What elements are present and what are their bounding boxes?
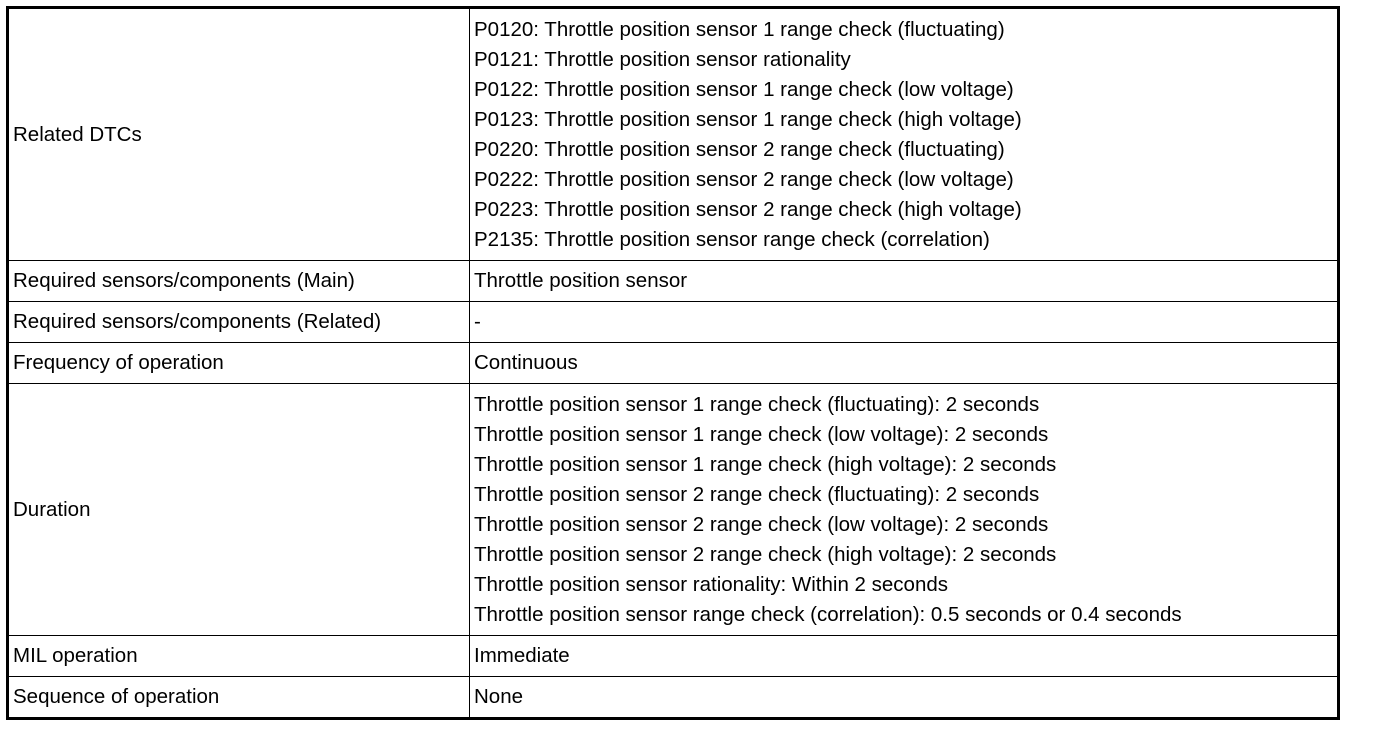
dtc-line: P0121: Throttle position sensor rationality (474, 47, 851, 71)
table-row-sequence (8, 677, 1339, 719)
table-row-duration (8, 384, 1339, 636)
related-dtcs-value (470, 8, 1339, 261)
dtc-line: P2135: Throttle position sensor range check (correlation) (474, 227, 990, 251)
dtc-line: P0120: Throttle position sensor 1 range check (fluctuating) (474, 17, 1005, 41)
spec-table (6, 6, 1340, 720)
table-row-frequency (8, 343, 1339, 384)
mil-operation-label: MIL operation (8, 636, 470, 677)
duration-line: Throttle position sensor 1 range check (high voltage): 2 seconds (474, 452, 1057, 476)
dtc-line: P0122: Throttle position sensor 1 range check (low voltage) (474, 77, 1014, 101)
duration-line: Throttle position sensor range check (correlation): 0.5 seconds or 0.4 seconds (474, 602, 1182, 626)
related-sensors-value: - (470, 302, 1339, 343)
dtc-line: P0123: Throttle position sensor 1 range check (high voltage) (474, 107, 1022, 131)
table-row-mil-operation (8, 636, 1339, 677)
main-sensors-label: Required sensors/components (Main) (8, 261, 470, 302)
table-row-related-dtcs (8, 8, 1339, 261)
duration-label: Duration (8, 384, 470, 636)
dtc-line: P0223: Throttle position sensor 2 range check (high voltage) (474, 197, 1022, 221)
main-sensors-value: Throttle position sensor (470, 261, 1339, 302)
sequence-value: None (470, 677, 1339, 719)
table-row-main-sensors (8, 261, 1339, 302)
dtc-line: P0222: Throttle position sensor 2 range check (low voltage) (474, 167, 1014, 191)
related-dtcs-label: Related DTCs (8, 8, 470, 261)
duration-line: Throttle position sensor 2 range check (low voltage): 2 seconds (474, 512, 1049, 536)
duration-line: Throttle position sensor 2 range check (high voltage): 2 seconds (474, 542, 1057, 566)
duration-value (470, 384, 1339, 636)
duration-line: Throttle position sensor 1 range check (low voltage): 2 seconds (474, 422, 1049, 446)
related-sensors-label: Required sensors/components (Related) (8, 302, 470, 343)
mil-operation-value: Immediate (470, 636, 1339, 677)
frequency-value: Continuous (470, 343, 1339, 384)
sequence-label: Sequence of operation (8, 677, 470, 719)
dtc-line: P0220: Throttle position sensor 2 range check (fluctuating) (474, 137, 1005, 161)
duration-line: Throttle position sensor rationality: Within 2 seconds (474, 572, 949, 596)
table-row-related-sensors (8, 302, 1339, 343)
duration-line: Throttle position sensor 1 range check (fluctuating): 2 seconds (474, 392, 1040, 416)
duration-line: Throttle position sensor 2 range check (fluctuating): 2 seconds (474, 482, 1040, 506)
frequency-label: Frequency of operation (8, 343, 470, 384)
